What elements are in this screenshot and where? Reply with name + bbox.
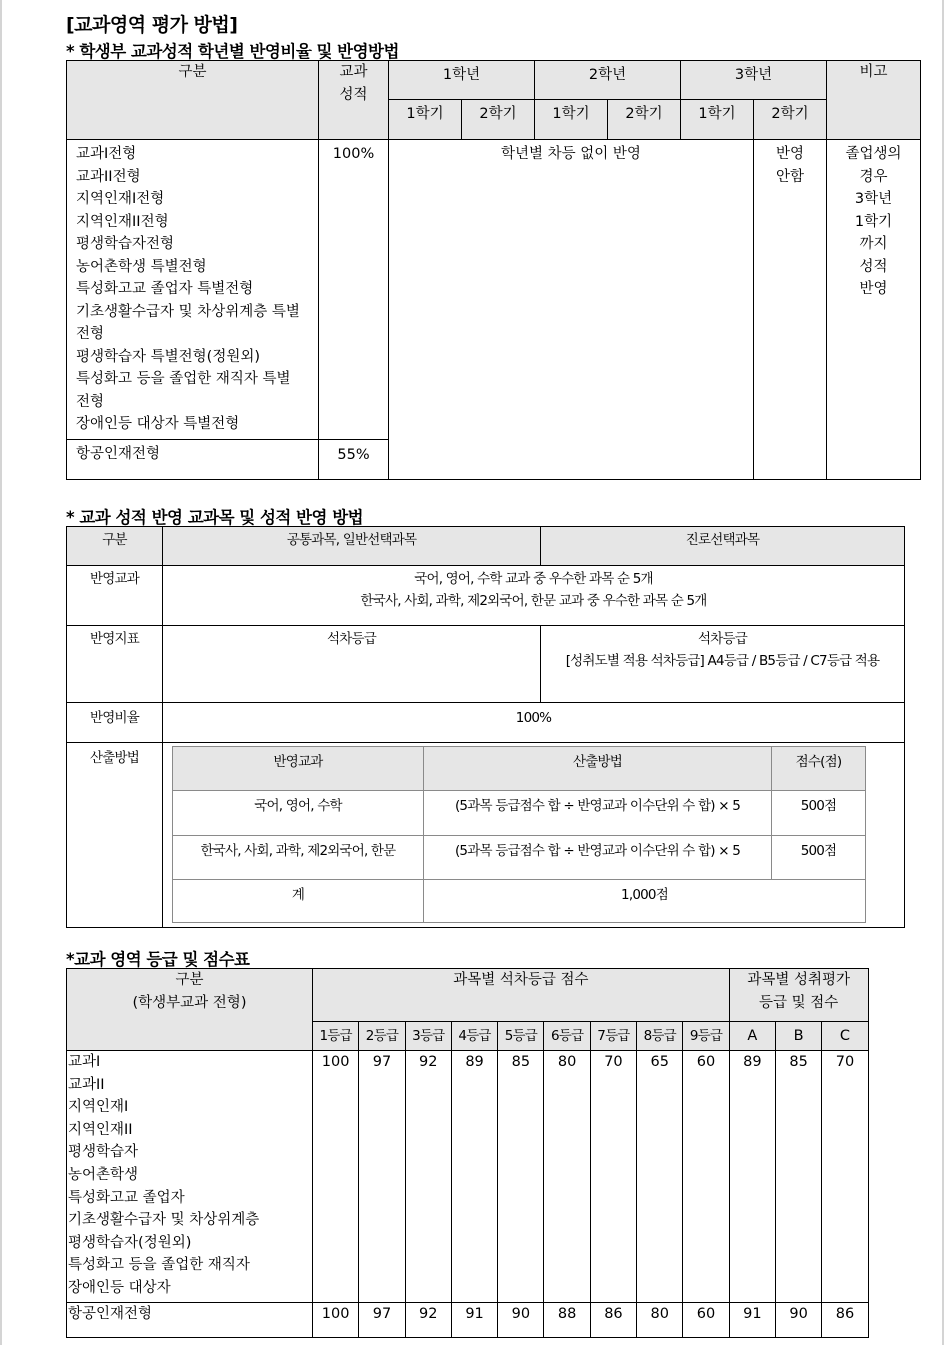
subjects-value: 국어, 영어, 수학 교과 중 우수한 과목 순 5개 한국사, 사회, 과학, 제2외국어, 한문 교과 중 우수한 과목 순 5개 bbox=[163, 566, 905, 626]
grade-score-table bbox=[66, 968, 869, 1338]
grade-header: 2등급 bbox=[359, 1022, 405, 1051]
header-year1: 1학년 bbox=[389, 61, 535, 100]
header-category: 구분 bbox=[67, 61, 319, 140]
calc-row-method: (5과목 등급점수 합 ÷ 반영교과 이수단위 수 합) × 5 bbox=[424, 836, 772, 880]
header-common-subjects: 공통과목, 일반선택과목 bbox=[163, 527, 541, 566]
header-remarks: 비고 bbox=[827, 61, 921, 140]
achievement-header-c: C bbox=[822, 1022, 868, 1051]
calc-row-score: 500점 bbox=[772, 836, 866, 880]
years-note: 학년별 차등 없이 반영 bbox=[389, 140, 754, 480]
index-career: 석차등급 [성취도별 적용 석차등급] A4등급 / B5등급 / C7등급 적용 bbox=[541, 626, 905, 703]
calc-header-method: 산출방법 bbox=[424, 747, 772, 791]
achievement-header-a: A bbox=[729, 1022, 775, 1051]
grade-header: 3등급 bbox=[405, 1022, 451, 1051]
grade-header: 5등급 bbox=[498, 1022, 544, 1051]
calc-label: 산출방법 bbox=[67, 743, 163, 928]
achievement-header-b: B bbox=[775, 1022, 821, 1051]
header-y3-s1: 1학기 bbox=[681, 100, 754, 140]
subject-method-table bbox=[66, 526, 905, 928]
section2-title: * 교과 성적 반영 교과목 및 성적 반영 방법 bbox=[66, 508, 364, 527]
score-cell: 91 bbox=[729, 1303, 775, 1338]
score-cell: 92 bbox=[405, 1303, 451, 1338]
ratio-value: 100% bbox=[163, 703, 905, 743]
header-y2-s1: 1학기 bbox=[535, 100, 608, 140]
remarks-note: 졸업생의 경우 3학년 1학기 까지 성적 반영 bbox=[827, 140, 921, 480]
grade-header: 7등급 bbox=[590, 1022, 636, 1051]
score-cell: 97 bbox=[359, 1303, 405, 1338]
y3s2-note: 반영 안함 bbox=[754, 140, 827, 480]
header-y2-s2: 2학기 bbox=[608, 100, 681, 140]
calc-row-subject: 국어, 영어, 수학 bbox=[173, 791, 424, 836]
score-cell: 85 bbox=[498, 1051, 544, 1303]
header-y1-s1: 1학기 bbox=[389, 100, 462, 140]
header-category: 구분 (학생부교과 전형) bbox=[67, 969, 313, 1051]
score-cell: 85 bbox=[775, 1051, 821, 1303]
score-cell: 90 bbox=[498, 1303, 544, 1338]
score-cell: 89 bbox=[451, 1051, 497, 1303]
page-title: [교과영역 평가 방법] bbox=[66, 14, 238, 36]
score-cell: 86 bbox=[590, 1303, 636, 1338]
header-career-subjects: 진로선택과목 bbox=[541, 527, 905, 566]
header-rank-scores: 과목별 석차등급 점수 bbox=[313, 969, 730, 1022]
header-y1-s2: 2학기 bbox=[462, 100, 535, 140]
header-y3-s2: 2학기 bbox=[754, 100, 827, 140]
header-year2: 2학년 bbox=[535, 61, 681, 100]
score-cell: 97 bbox=[359, 1051, 405, 1303]
category-list-main: 교과I전형 교과II전형 지역인재I전형 지역인재II전형 평생학습자전형 농어촌학생 특별전형 특성화고교 졸업자 특별전형 기초생활수급자 및 차상위계층 특별 전형 평생학습자 특별전형(정원외) 특성화고 등을 졸업한 재직자 특별 전형 장애인등 대상자 특별전형 bbox=[67, 140, 319, 440]
grade-header: 8등급 bbox=[637, 1022, 683, 1051]
section3-title: *교과 영역 등급 및 점수표 bbox=[66, 950, 250, 969]
header-achievement: 과목별 성취평가 등급 및 점수 bbox=[729, 969, 868, 1022]
index-label: 반영지표 bbox=[67, 626, 163, 703]
score-cell: 70 bbox=[822, 1051, 868, 1303]
index-common: 석차등급 bbox=[163, 626, 541, 703]
calc-total-value: 1,000점 bbox=[424, 880, 866, 923]
section1-title: * 학생부 교과성적 학년별 반영비율 및 반영방법 bbox=[66, 42, 399, 61]
ratio-label: 반영비율 bbox=[67, 703, 163, 743]
category-aviation: 항공인재전형 bbox=[67, 440, 319, 480]
calc-row-subject: 한국사, 사회, 과학, 제2외국어, 한문 bbox=[173, 836, 424, 880]
calc-row-method: (5과목 등급점수 합 ÷ 반영교과 이수단위 수 합) × 5 bbox=[424, 791, 772, 836]
calc-cell bbox=[163, 743, 905, 928]
calc-row-score: 500점 bbox=[772, 791, 866, 836]
ratio-aviation: 55% bbox=[319, 440, 389, 480]
score-cell: 70 bbox=[590, 1051, 636, 1303]
score-cell: 65 bbox=[637, 1051, 683, 1303]
score-cell: 91 bbox=[451, 1303, 497, 1338]
header-year3: 3학년 bbox=[681, 61, 827, 100]
table-row bbox=[67, 1051, 869, 1303]
calc-method-table bbox=[172, 746, 866, 923]
table-row bbox=[67, 1303, 869, 1338]
year-ratio-table bbox=[66, 60, 921, 480]
score-cell: 100 bbox=[313, 1303, 359, 1338]
score-cell: 90 bbox=[775, 1303, 821, 1338]
score-cell: 86 bbox=[822, 1303, 868, 1338]
category-list-main: 교과I 교과II 지역인재I 지역인재II 평생학습자 농어촌학생 특성화고교 졸업자 기초생활수급자 및 차상위계층 평생학습자(정원외) 특성화고 등을 졸업한 재직자 장애인등 대상자 bbox=[67, 1051, 313, 1303]
score-cell: 60 bbox=[683, 1303, 729, 1338]
grade-header: 6등급 bbox=[544, 1022, 590, 1051]
score-cell: 80 bbox=[637, 1303, 683, 1338]
score-cell: 100 bbox=[313, 1051, 359, 1303]
calc-total-label: 계 bbox=[173, 880, 424, 923]
score-cell: 89 bbox=[729, 1051, 775, 1303]
calc-header-score: 점수(점) bbox=[772, 747, 866, 791]
score-cell: 60 bbox=[683, 1051, 729, 1303]
header-grade-score: 교과 성적 bbox=[319, 61, 389, 140]
score-cell: 88 bbox=[544, 1303, 590, 1338]
ratio-main: 100% bbox=[319, 140, 389, 440]
grade-header: 1등급 bbox=[313, 1022, 359, 1051]
grade-header: 9등급 bbox=[683, 1022, 729, 1051]
header-category: 구분 bbox=[67, 527, 163, 566]
score-cell: 80 bbox=[544, 1051, 590, 1303]
score-cell: 92 bbox=[405, 1051, 451, 1303]
calc-header-subject: 반영교과 bbox=[173, 747, 424, 791]
category-aviation: 항공인재전형 bbox=[67, 1303, 313, 1338]
subjects-label: 반영교과 bbox=[67, 566, 163, 626]
grade-header: 4등급 bbox=[451, 1022, 497, 1051]
